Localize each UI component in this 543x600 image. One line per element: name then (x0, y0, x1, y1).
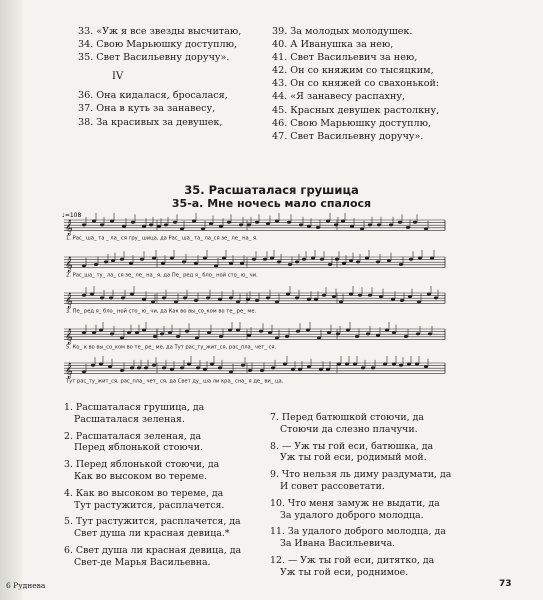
note-head (161, 262, 165, 265)
note-head (263, 258, 267, 261)
stanza-line: Перед яблонькой стоючи. (74, 442, 203, 454)
note-head (214, 264, 218, 267)
note-head (283, 363, 287, 366)
note-head (109, 296, 113, 299)
stanza-line: Свет душа ли красная девица.* (74, 528, 230, 540)
note-head (430, 257, 434, 260)
verse-line: 34. Свою Марьюшку доступлю, (78, 39, 237, 51)
note-head (317, 336, 321, 339)
note-head (346, 329, 350, 332)
note-head (268, 331, 272, 334)
note-head (371, 366, 375, 369)
note-head (153, 335, 157, 338)
note-head (288, 263, 292, 266)
note-head (99, 363, 103, 366)
note-head (162, 366, 166, 369)
note-head (203, 257, 207, 260)
stanza (64, 516, 269, 540)
note-head (360, 227, 364, 230)
note-head (336, 332, 340, 335)
note-head (157, 225, 161, 228)
note-head (358, 294, 362, 297)
stanza (270, 441, 520, 465)
note-head (298, 368, 302, 371)
music-notation (62, 210, 447, 395)
stanza-line: Уж ты гой еси, родимый мой. (280, 452, 427, 464)
note-head (424, 227, 428, 230)
treble-clef-icon: 𝄞 (65, 293, 73, 309)
note-head (286, 293, 290, 296)
page-number: 73 (499, 579, 512, 589)
stanza-line: 8. — Уж ты гой еси, батюшка, да (270, 440, 434, 452)
treble-clef-icon: 𝄞 (65, 329, 73, 345)
verse-line: 37. Она в куть за занавесу, (78, 103, 216, 115)
note-head (229, 262, 233, 265)
stanza-line: 5. Тут растужится, расплачется, да (64, 516, 241, 528)
note-head (416, 332, 420, 335)
note-head (130, 293, 134, 296)
note-head (152, 364, 156, 367)
note-head (252, 258, 256, 261)
note-head (392, 363, 396, 366)
note-head (424, 365, 428, 368)
note-head (110, 220, 114, 223)
note-head (341, 220, 345, 223)
music-lyric-line: 2. Рас_ша_ ту_ ла_ ся зе_ ле_ на_ я, да Пе_ ред я_ бло_ ной сто_ ю_ чи. (66, 272, 258, 279)
note-head (266, 296, 270, 299)
note-head (266, 222, 270, 225)
note-head (174, 300, 178, 303)
note-head (131, 221, 135, 224)
treble-clef-icon: 𝄞 (65, 363, 73, 379)
note-head (192, 220, 196, 223)
note-head (271, 366, 275, 369)
note-head (120, 369, 124, 372)
note-head (314, 298, 318, 301)
note-head (120, 336, 124, 339)
note-head (210, 363, 214, 366)
note-head (247, 223, 251, 226)
note-head (142, 329, 146, 332)
note-head (295, 296, 299, 299)
note-head (82, 294, 86, 297)
verse-line: 43. Он со княжей со свахонькой: (272, 78, 440, 90)
stanza (270, 498, 520, 522)
note-head (94, 263, 98, 266)
verse-line: 41. Свет Васильевич за нею, (272, 52, 418, 64)
note-head (399, 263, 403, 266)
note-head (275, 300, 279, 303)
note-head (222, 257, 226, 260)
note-head (376, 334, 380, 337)
verse-line: 40. А Иванушка за нею, (272, 39, 394, 51)
note-head (120, 258, 124, 261)
treble-clef-icon: 𝄞 (65, 220, 73, 236)
stanza (270, 526, 520, 550)
note-head (365, 257, 369, 260)
stanza-line: 11. За удалого доброго молодца, да (270, 526, 446, 538)
stanza (64, 402, 269, 426)
verse-line: 36. Она кидалася, бросалася, (78, 90, 228, 102)
note-head (255, 299, 259, 302)
note-head (121, 296, 125, 299)
note-head (285, 335, 289, 338)
note-head (108, 365, 112, 368)
note-head (406, 226, 410, 229)
note-head (368, 223, 372, 226)
note-head (391, 298, 395, 301)
note-head (350, 225, 354, 228)
page-bleed-edge (0, 0, 22, 600)
note-head (127, 331, 131, 334)
stanza-line: Тут растужится, расплачется. (74, 499, 225, 511)
note-head (168, 331, 172, 334)
note-head (91, 364, 95, 367)
music-lyric-line: 3. Пе_ ред я_ бло_ ной сто_ ю_ чи, да Как во вы_со_ком во те_ ре_ ме. (66, 308, 257, 315)
note-head (361, 366, 365, 369)
note-head (142, 298, 146, 301)
note-head (295, 260, 299, 263)
note-head (209, 222, 213, 225)
note-head (342, 262, 346, 265)
stanza-line: Уж ты гой еси, роднимое. (280, 566, 409, 578)
note-head (408, 295, 412, 298)
note-head (259, 330, 263, 333)
note-head (82, 370, 86, 373)
stanza-line: Расшаталася зеленая. (74, 413, 185, 425)
note-head (392, 331, 396, 334)
note-head (130, 366, 134, 369)
note-head (332, 295, 336, 298)
note-head (218, 298, 222, 301)
stanza (64, 459, 269, 483)
music-lyric-line: Тут рас_ту_жит_ся, рас_пла_ чет_ ся, да Свет ду_ ша ли кра_ сна_ я де_ ви_ ца. (66, 378, 284, 385)
note-head (227, 221, 231, 224)
note-head (349, 259, 353, 262)
note-head (195, 336, 199, 339)
note-head (247, 334, 251, 337)
note-head (326, 368, 330, 371)
note-head (100, 296, 104, 299)
stanza-line: 7. Перед батюшкой стоючи, да (270, 412, 424, 423)
note-head (311, 257, 315, 260)
stanza-line: Стоючи да слезно плачучи. (280, 423, 418, 435)
note-head (111, 259, 115, 262)
note-head (355, 335, 359, 338)
note-head (240, 262, 244, 265)
note-head (339, 300, 343, 303)
verse-line: 47. Свет Васильевну доручу». (272, 130, 424, 142)
note-head (228, 329, 232, 332)
note-head (110, 332, 114, 335)
note-head (275, 220, 279, 223)
stanza-line: 1. Расшаталася грушица, да (64, 402, 205, 413)
note-head (326, 220, 330, 223)
note-head (366, 332, 370, 335)
stanza-line: 3. Перед яблонькой стоючи, да (64, 459, 220, 471)
note-head (194, 262, 198, 265)
note-head (387, 259, 391, 262)
verse-line: 45. Красных девушек растолкну, (272, 104, 440, 116)
note-head (398, 221, 402, 224)
note-head (90, 293, 94, 296)
note-head (291, 368, 295, 371)
note-head (302, 258, 306, 261)
stanza-line: 2. Расшаталася зеленая, да (64, 430, 202, 442)
note-head (296, 330, 300, 333)
note-head (152, 257, 156, 260)
stanza (270, 412, 520, 436)
note-head (182, 260, 186, 263)
note-head (140, 258, 144, 261)
note-head (160, 332, 164, 335)
note-head (327, 331, 331, 334)
note-head (142, 225, 146, 228)
note-head (99, 329, 103, 332)
note-head (92, 331, 96, 334)
note-head (196, 366, 200, 369)
note-head (277, 260, 281, 263)
note-head (418, 257, 422, 260)
note-head (170, 257, 174, 260)
note-head (368, 294, 372, 297)
verse-line: 33. «Уж я все звезды высчитаю, (78, 26, 242, 37)
section-number: IV (112, 71, 124, 83)
stanza (64, 488, 269, 512)
note-head (307, 365, 311, 368)
note-head (218, 366, 222, 369)
note-head (322, 294, 326, 297)
tempo-mark: ♩=108 (62, 212, 82, 219)
note-head (319, 368, 323, 371)
note-head (383, 363, 387, 366)
note-head (180, 366, 184, 369)
variant-title: 35-а. Мне ночесь мало спалося (171, 197, 372, 210)
note-head (260, 369, 264, 372)
note-head (407, 363, 411, 366)
note-head (104, 260, 108, 263)
note-head (203, 368, 207, 371)
verse-line: 39. За молодых молодушек. (272, 26, 413, 37)
note-head (183, 296, 187, 299)
stanza (64, 545, 269, 569)
stanza-line: И совет рассоветати. (280, 480, 385, 492)
note-head (404, 335, 408, 338)
note-head (151, 300, 155, 303)
note-head (92, 220, 96, 223)
verse-line: 46. Свою Марьюшку доступлю, (272, 117, 431, 129)
verse-line: 38. За красивых за девушек, (78, 116, 223, 128)
note-head (328, 263, 332, 266)
song-title: 35. Расшаталася грушица (184, 183, 359, 197)
note-head (377, 223, 381, 226)
note-head (219, 225, 223, 228)
stanza-line: За Ивана Васильевича. (280, 538, 396, 550)
note-head (345, 363, 349, 366)
note-head (353, 363, 357, 366)
stanza (64, 431, 269, 455)
note-head (180, 227, 184, 230)
note-head (376, 260, 380, 263)
stanza-line: 10. Что меня замуж не выдати, да (270, 497, 440, 509)
note-head (187, 363, 191, 366)
note-head (170, 368, 174, 371)
stanza (270, 555, 520, 579)
note-head (337, 363, 341, 366)
note-head (229, 296, 233, 299)
note-head (307, 298, 311, 301)
stanza-line: 9. Что нельзя ль диму раздумати, да (270, 469, 452, 481)
note-head (417, 300, 421, 303)
stanza-line: Как во высоком во тереме. (74, 470, 208, 482)
note-head (185, 330, 189, 333)
note-head (137, 366, 141, 369)
note-head (246, 298, 250, 301)
verse-column-right (272, 25, 439, 143)
stanzas-left (64, 402, 269, 574)
note-head (415, 363, 419, 366)
note-head (299, 223, 303, 226)
stanza-line: 6. Свет душа ли красная девица, да (64, 544, 242, 556)
note-head (428, 332, 432, 335)
stanza-line: Свет-де Марья Васильевна. (74, 556, 211, 568)
note-head (385, 329, 389, 332)
stanza-line: 4. Как во высоком во тереме, да (64, 487, 224, 499)
note-head (306, 329, 310, 332)
note-head (316, 226, 320, 229)
note-head (207, 331, 211, 334)
verse-line: 44. «Я занавесу распахну, (272, 91, 406, 103)
note-head (206, 296, 210, 299)
verse-line: 35. Свет Васильевну доручу». (78, 52, 230, 64)
note-head (173, 221, 177, 224)
stanza (270, 469, 520, 493)
note-head (255, 221, 259, 224)
note-head (82, 223, 86, 226)
note-head (82, 264, 86, 267)
note-head (236, 329, 240, 332)
verse-line: 42. Он со княжим со тысяцким, (272, 65, 434, 77)
note-head (229, 370, 233, 373)
note-head (164, 223, 168, 226)
note-head (129, 262, 133, 265)
note-head (176, 335, 180, 338)
note-head (82, 331, 86, 334)
note-head (413, 221, 417, 224)
note-head (239, 223, 243, 226)
note-head (100, 223, 104, 226)
stanza-line: За удалого доброго молодца. (280, 509, 424, 521)
note-head (334, 223, 338, 226)
music-lyric-line: 5. Ко_ к во вы_со_ком во те_ ре_ ме, да Тут рас_ту_жит_ся, рас_пла_ чет_ ся. (66, 344, 277, 351)
note-head (356, 260, 360, 263)
note-head (335, 258, 339, 261)
note-head (162, 296, 166, 299)
note-head (144, 366, 148, 369)
music-lyric-line: 1. Рас_ ша_ та _ ла_ ся гру_ шица, да Рас_ ша_ та_ ла_ся зе_ ле_ на_ я. (66, 235, 258, 242)
note-head (270, 257, 274, 260)
note-head (149, 223, 153, 226)
note-head (320, 258, 324, 261)
note-head (409, 258, 413, 261)
treble-clef-icon: 𝄞 (65, 257, 73, 273)
note-head (241, 364, 245, 367)
note-head (236, 300, 240, 303)
note-head (379, 295, 383, 298)
note-head (194, 299, 198, 302)
note-head (399, 364, 403, 367)
verse-column-left (78, 25, 241, 129)
note-head (275, 336, 279, 339)
note-head (248, 369, 252, 372)
signature-mark: 6 Руднева (6, 581, 46, 590)
note-head (389, 223, 393, 226)
note-head (400, 299, 404, 302)
note-head (307, 225, 311, 228)
note-head (135, 331, 139, 334)
note-head (427, 293, 431, 296)
stanzas-right (270, 412, 520, 584)
note-head (434, 296, 438, 299)
note-head (122, 225, 126, 228)
note-head (219, 335, 223, 338)
note-head (201, 227, 205, 230)
stanza-line: 12. — Уж ты гой еси, дитятко, да (270, 554, 435, 566)
note-head (349, 293, 353, 296)
note-head (287, 221, 291, 224)
